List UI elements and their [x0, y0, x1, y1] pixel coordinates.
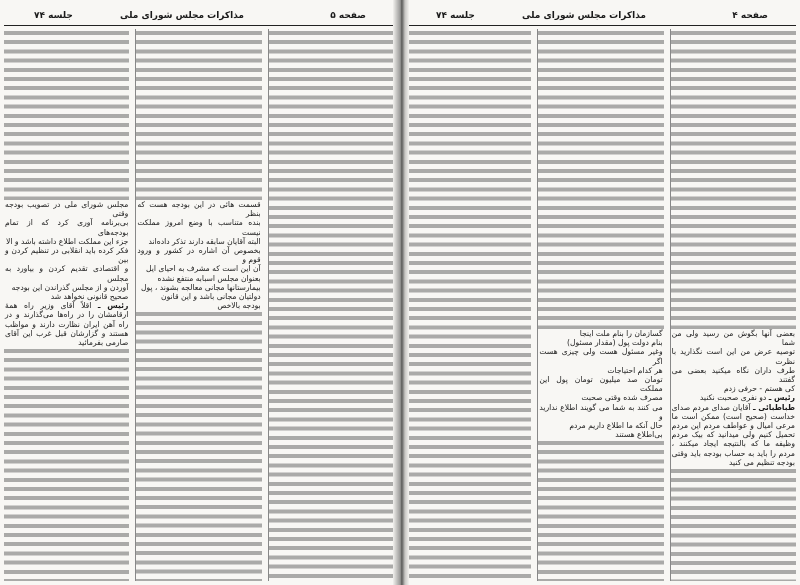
- text-line: فکر کرده باید انقلابی در تنظیم کردن و بین: [5, 246, 129, 265]
- session-number: جلسه ۷۴: [436, 11, 475, 21]
- illegible-text: [4, 29, 129, 200]
- page-number: صفحه ۵: [330, 11, 366, 21]
- speech: دو نفری صحبت نکنید: [699, 393, 767, 403]
- text-line: بودجه بالاخص: [217, 301, 261, 311]
- text-line: بخصوص آن اشاره در کشور و ورود قوم و: [137, 246, 261, 265]
- column-1: [670, 29, 796, 581]
- illegible-text: [406, 29, 531, 581]
- session-number: جلسه ۷۴: [34, 11, 73, 21]
- text-line: تومان صد میلیون تومان پول این مملکت: [539, 375, 663, 394]
- text-columns: [406, 29, 796, 581]
- illegible-text: [538, 439, 663, 581]
- speech: آقایان صدای مردم صدای خداست (صحیح است) ممکن است ما مرعی امیال و عواطف مردم این مردم تحمیل کنیم ولی میدانید که بیک مردم وظیفه ما که بالنتیجه ایجاد میکنند ، مردم را باید به حساب بودجه باید وقتی بودجه تنظیم می کنید: [671, 402, 795, 467]
- speaker-name: رئیس ـ: [97, 301, 129, 311]
- paragraph: [136, 200, 261, 310]
- text-line: آن این است که مشرف به احیای ایل: [146, 264, 261, 274]
- text-columns: [4, 29, 394, 581]
- paragraph: [671, 329, 796, 467]
- text-line: بعنوان مجلس اسبابه منتفع نشده: [157, 273, 261, 283]
- column-3: [4, 29, 129, 581]
- illegible-text: [136, 29, 261, 200]
- illegible-text: [538, 29, 663, 329]
- text-line: بنام دولت پول (مقدار مسئول): [567, 338, 663, 348]
- text-line: قسمت هائی در این بودجه هست که بنظر: [137, 200, 261, 219]
- illegible-text: [671, 467, 796, 581]
- text-line: گسازمان را بنام ملت اینجا: [579, 329, 663, 338]
- text-line: مصرف شده وقتی صحبت: [581, 393, 663, 403]
- book-gutter: [393, 0, 409, 585]
- left-page: [0, 0, 398, 585]
- text-line: حال آنکه ما اطلاع داریم مردم: [569, 421, 663, 431]
- illegible-text: [4, 347, 129, 581]
- page-header: [406, 9, 796, 26]
- page-number: صفحه ۴: [732, 11, 768, 21]
- page-header: [4, 9, 394, 26]
- text-line: مجلس شورای ملی در تصویب بودجه وقتی: [5, 200, 129, 219]
- column-3: [406, 29, 531, 581]
- illegible-text: [269, 29, 394, 581]
- text-line: و اقتصادی تقدیم کردن و بیاورد به مجلس: [5, 264, 129, 283]
- text-line: توصیه عرض من این است نگذارید با نظرت: [671, 347, 795, 366]
- text-line: هر کدام احتیاجات: [607, 365, 663, 375]
- column-2: [537, 29, 663, 581]
- text-line: بیمارستانها مجانی معالجه بشوند ، پول: [140, 282, 261, 292]
- right-page: [402, 0, 800, 585]
- speech: اقلاً آقای وزیر راه همهٔ ارقامشان را در راه‌ها می‌گذارند و در راه آهن ایران نظارت دارند و مواظب هستند و گزارشان قبل غرب این آقای صارمی بفرمائید: [5, 301, 129, 348]
- paragraph: [538, 329, 663, 439]
- text-line: بعضی آنها بگوش من رسید ولی من شما: [671, 329, 795, 348]
- text-line: دولتیان مجانی باشد و این قانون: [161, 292, 261, 302]
- text-line: صحیح قانونی نخواهد شد: [50, 292, 129, 302]
- text-line: طرف داران نگاه میکنید بعضی می گفتند: [671, 365, 795, 385]
- column-2: [135, 29, 261, 581]
- text-line: وغیر مسئول هست ولی چیزی هست اگر: [539, 347, 663, 366]
- text-line: جزء این مملکت اطلاع داشته باشد و الا: [6, 236, 129, 246]
- page-title: مذاکرات مجلس شورای ملی: [119, 11, 244, 21]
- page-title: مذاکرات مجلس شورای ملی: [521, 11, 646, 21]
- text-line: آوردن و از مجلس گذراندن این بودجه: [11, 282, 129, 292]
- text-line: بی‌اطلاع هستند: [615, 430, 663, 440]
- text-line: بنده متناسب با وضع امروز مملکت نیست: [137, 218, 261, 237]
- illegible-text: [671, 29, 796, 329]
- column-1: [268, 29, 394, 581]
- speaker-name: طباطبائی ـ: [752, 402, 795, 412]
- text-line: بی‌برنامه آوری کرد که از تمام بودجه‌های: [5, 218, 129, 237]
- speaker-name: رئیس ـ: [768, 393, 795, 403]
- illegible-text: [136, 310, 261, 581]
- text-line: می کنند به شما می گویند اطلاع ندارید و: [539, 402, 663, 421]
- text-line: کی هستم - حرفی زدم: [723, 384, 795, 394]
- paragraph: [4, 200, 129, 347]
- text-line: البته آقایان سابقه دارند تذکر داده‌اند: [148, 236, 261, 246]
